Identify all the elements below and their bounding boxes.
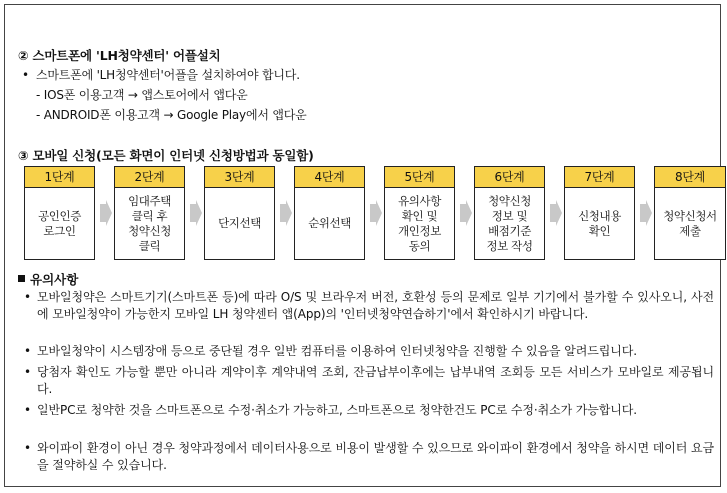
arrow-right-icon bbox=[639, 200, 653, 226]
section-3-title: ③ 모바일 신청(모든 화면이 인터넷 신청방법과 동일함) bbox=[18, 148, 314, 163]
step-5-body: 유의사항 확인 및 개인정보 동의 bbox=[398, 193, 441, 253]
step-7 bbox=[564, 166, 635, 260]
square-bullet-icon bbox=[18, 275, 25, 282]
notice-item-text: 와이파이 환경이 아닌 경우 청약과정에서 데이터사용으로 비용이 발생할 수 있으므로 와이파이 환경에서 청약을 하시면 데이터 요금을 절약하실 수 있습니다. bbox=[37, 441, 714, 472]
notice-item bbox=[24, 289, 714, 323]
notice-item bbox=[24, 364, 714, 398]
step-1-head: 1단계 bbox=[25, 167, 94, 188]
step-3 bbox=[204, 166, 275, 260]
notice-title bbox=[18, 270, 78, 288]
notice-title-text: 유의사항 bbox=[30, 272, 79, 287]
notice-item bbox=[24, 343, 714, 360]
step-3-head: 3단계 bbox=[205, 167, 274, 188]
step-6-body: 청약신청 정보 및 배점기준 정보 작성 bbox=[486, 193, 533, 253]
notice-item-text: 일반PC로 청약한 것을 스마트폰으로 수정·취소가 가능하고, 스마트폰으로 청약한건도 PC로 수정·취소가 가능합니다. bbox=[37, 403, 637, 417]
notice-item bbox=[24, 440, 714, 474]
bullet-dot: • bbox=[24, 403, 31, 417]
step-5 bbox=[384, 166, 455, 260]
arrow-right-icon bbox=[189, 200, 203, 226]
step-2-head: 2단계 bbox=[115, 167, 184, 188]
bullet-dot: • bbox=[24, 290, 31, 304]
step-2 bbox=[114, 166, 185, 260]
step-1-body: 공인인증 로그인 bbox=[38, 208, 81, 238]
step-8-head: 8단계 bbox=[655, 167, 725, 188]
step-4-head: 4단계 bbox=[295, 167, 364, 188]
step-7-body: 신청내용 확인 bbox=[578, 208, 621, 238]
arrow-right-icon bbox=[459, 200, 473, 226]
section-2-title: ② 스마트폰에 'LH청약센터' 어플설치 bbox=[18, 48, 221, 63]
notice-item-text: 당첨자 확인도 가능할 뿐만 아니라 계약이후 계약내역 조회, 잔금납부이후에는 납부내역 조회등 모든 서비스가 모바일로 제공됩니다. bbox=[37, 365, 714, 396]
bullet-dot: • bbox=[22, 68, 29, 82]
step-1 bbox=[24, 166, 95, 260]
notice-item-text: 모바일청약은 스마트기기(스마트폰 등)에 따라 O/S 및 브라우저 버전, 호환성 등의 문제로 일부 기기에서 불가할 수 있사오니, 사전에 모바일청약이 가능한지 모바일 LH 청약센터 앱(App)의 '인터넷청약연습하기'에서 확인하시기 바랍니다. bbox=[37, 290, 714, 321]
bullet-dot: • bbox=[24, 344, 31, 358]
step-3-body: 단지선택 bbox=[218, 216, 261, 230]
arrow-right-icon bbox=[369, 200, 383, 226]
section-2-text-2: - IOS폰 이용고객 → 앱스토어에서 앱다운 bbox=[36, 88, 248, 102]
section-2-text-3: - ANDROID폰 이용고객 → Google Play에서 앱다운 bbox=[36, 108, 307, 122]
steps-flow bbox=[24, 166, 717, 262]
step-4 bbox=[294, 166, 365, 260]
arrow-right-icon bbox=[279, 200, 293, 226]
section-2-line bbox=[22, 66, 300, 83]
step-8-body: 청약신청서 제출 bbox=[663, 208, 717, 238]
bullet-dot: • bbox=[24, 441, 31, 455]
step-5-head: 5단계 bbox=[385, 167, 454, 188]
step-6-head: 6단계 bbox=[475, 167, 544, 188]
notice-item bbox=[24, 402, 714, 419]
step-7-head: 7단계 bbox=[565, 167, 634, 188]
step-8 bbox=[654, 166, 726, 260]
section-2-text-1: 스마트폰에 'LH청약센터'어플을 설치하여야 합니다. bbox=[36, 68, 300, 82]
step-6 bbox=[474, 166, 545, 260]
step-2-body: 임대주택 클릭 후 청약신청 클릭 bbox=[128, 193, 171, 253]
arrow-right-icon bbox=[549, 200, 563, 226]
arrow-right-icon bbox=[99, 200, 113, 226]
bullet-dot: • bbox=[24, 365, 31, 379]
notice-item-text: 모바일청약이 시스템장애 등으로 중단될 경우 일반 컴퓨터를 이용하여 인터넷청약을 진행할 수 있음을 알려드립니다. bbox=[37, 344, 637, 358]
step-4-body: 순위선택 bbox=[308, 216, 351, 230]
